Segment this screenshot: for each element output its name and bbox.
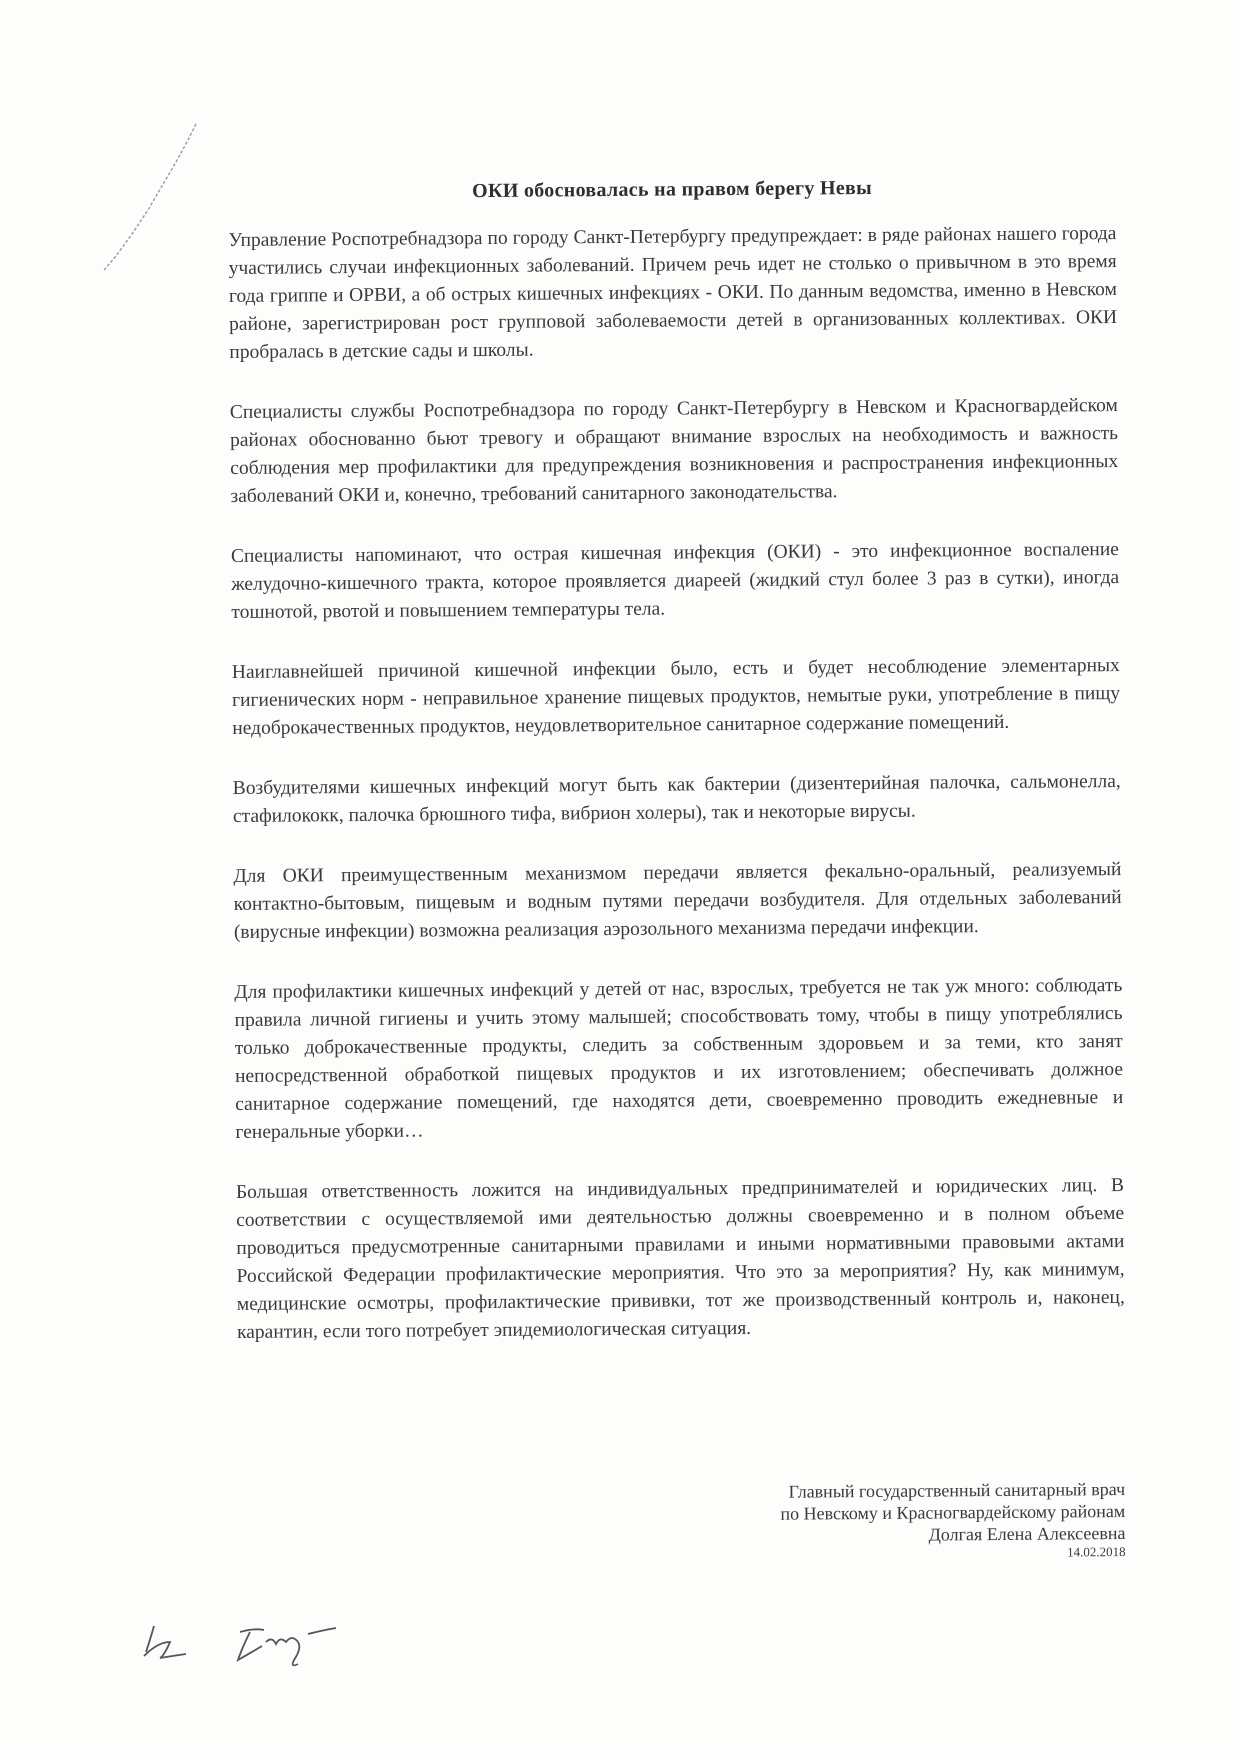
paragraph-4: Наиглавнейшей причиной кишечной инфекции было, есть и будет несоблюдение элементарных гигиенических норм - неправильное хранение пищевых продуктов, немытые руки, употребление в пищу недоброкачественных продуктов, неудовлетворительное санитарное содержание помещений. <box>231 655 1121 739</box>
paragraph-7: Для профилактики кишечных инфекций у детей от нас, взрослых, требуется не так уж много: соблюдать правила личной гигиены и учить этому малышей; способствовать тому, чтобы в пищу употреблялись только доброкачественные продукты, следить за собственным здоровьем и за теми, кто занят непосредственной обработкой пищевых продуктов и их изготовлением; обеспечивать должное санитарное содержание помещений, где находятся дети, своевременно проводить ежедневные и генеральные уборки… <box>234 975 1124 1143</box>
document-body <box>228 175 1125 1379</box>
signatory-position-line-1: Главный государственный санитарный врач <box>788 1479 1126 1502</box>
paragraph-5: Возбудителями кишечных инфекций могут быть как бактерии (дизентерийная палочка, сальмонелла, стафилококк, палочка брюшного тифа, вибрион холеры), так и некоторые вирусы. <box>232 771 1121 827</box>
paragraph-3: Специалисты напоминают, что острая кишечная инфекция (ОКИ) - это инфекционное воспаление желудочно-кишечного тракта, которое проявляется диареей (жидкий стул более 3 раз в сутки), иногда тошнотой, рвотой и повышением температуры тела. <box>230 539 1120 623</box>
signatory-position-line-2: по Невскому и Красногвардейскому районам <box>780 1500 1126 1524</box>
paragraph-8: Большая ответственность ложится на индивидуальных предпринимателей и юридических лиц. В соответствии с осуществляемой ими деятельностью должны своевременно и в полном объеме проводиться предусмотренные санитарными правилами и иными нормативными правовыми актами Российской Федерации профилактические мероприятия. Что это за мероприятия? Ну, как минимум, медицинские осмотры, профилактические прививки, тот же производственный контроль и, наконец, карантин, если того потребует эпидемиологическая ситуация. <box>235 1174 1125 1343</box>
paragraph-6: Для ОКИ преимущественным механизмом передачи является фекально-оральный, реализуемый контактно-бытовым, пищевым и водным путями передачи возбудителя. Для отдельных заболеваний (вирусные инфекции) возможна реализация аэрозольного механизма передачи инфекции. <box>233 859 1122 943</box>
document-title: ОКИ обосновалась на правом берегу Невы <box>472 176 873 203</box>
paragraph-1: Управление Роспотребнадзора по городу Санкт-Петербургу предупреждает: в ряде районах нашего города участились случаи инфекционных заболеваний. Причем речь идет не столько о привычном в это время года гриппе и ОРВИ, а об острых кишечных инфекциях - ОКИ. По данным ведомства, именно в Невском районе, зарегистрирован рост групповой заболеваемости детей в организованных коллективах. ОКИ пробралась в детские сады и школы. <box>228 223 1118 363</box>
paragraph-2: Специалисты службы Роспотребнадзора по городу Санкт-Петербургу в Невском и Красногвардейском районах обоснованно бьют тревогу и обращают внимание взрослых на необходимость и важность соблюдения мер профилактики для предупреждения возникновения и распространения инфекционных заболеваний ОКИ и, конечно, требований санитарного законодательства. <box>229 395 1119 507</box>
handwritten-signature <box>140 1612 380 1672</box>
signatory-name: Долгая Елена Алексеевна <box>928 1522 1126 1545</box>
signature-block <box>700 1478 1126 1563</box>
signature-date: 14.02.2018 <box>1067 1543 1126 1560</box>
